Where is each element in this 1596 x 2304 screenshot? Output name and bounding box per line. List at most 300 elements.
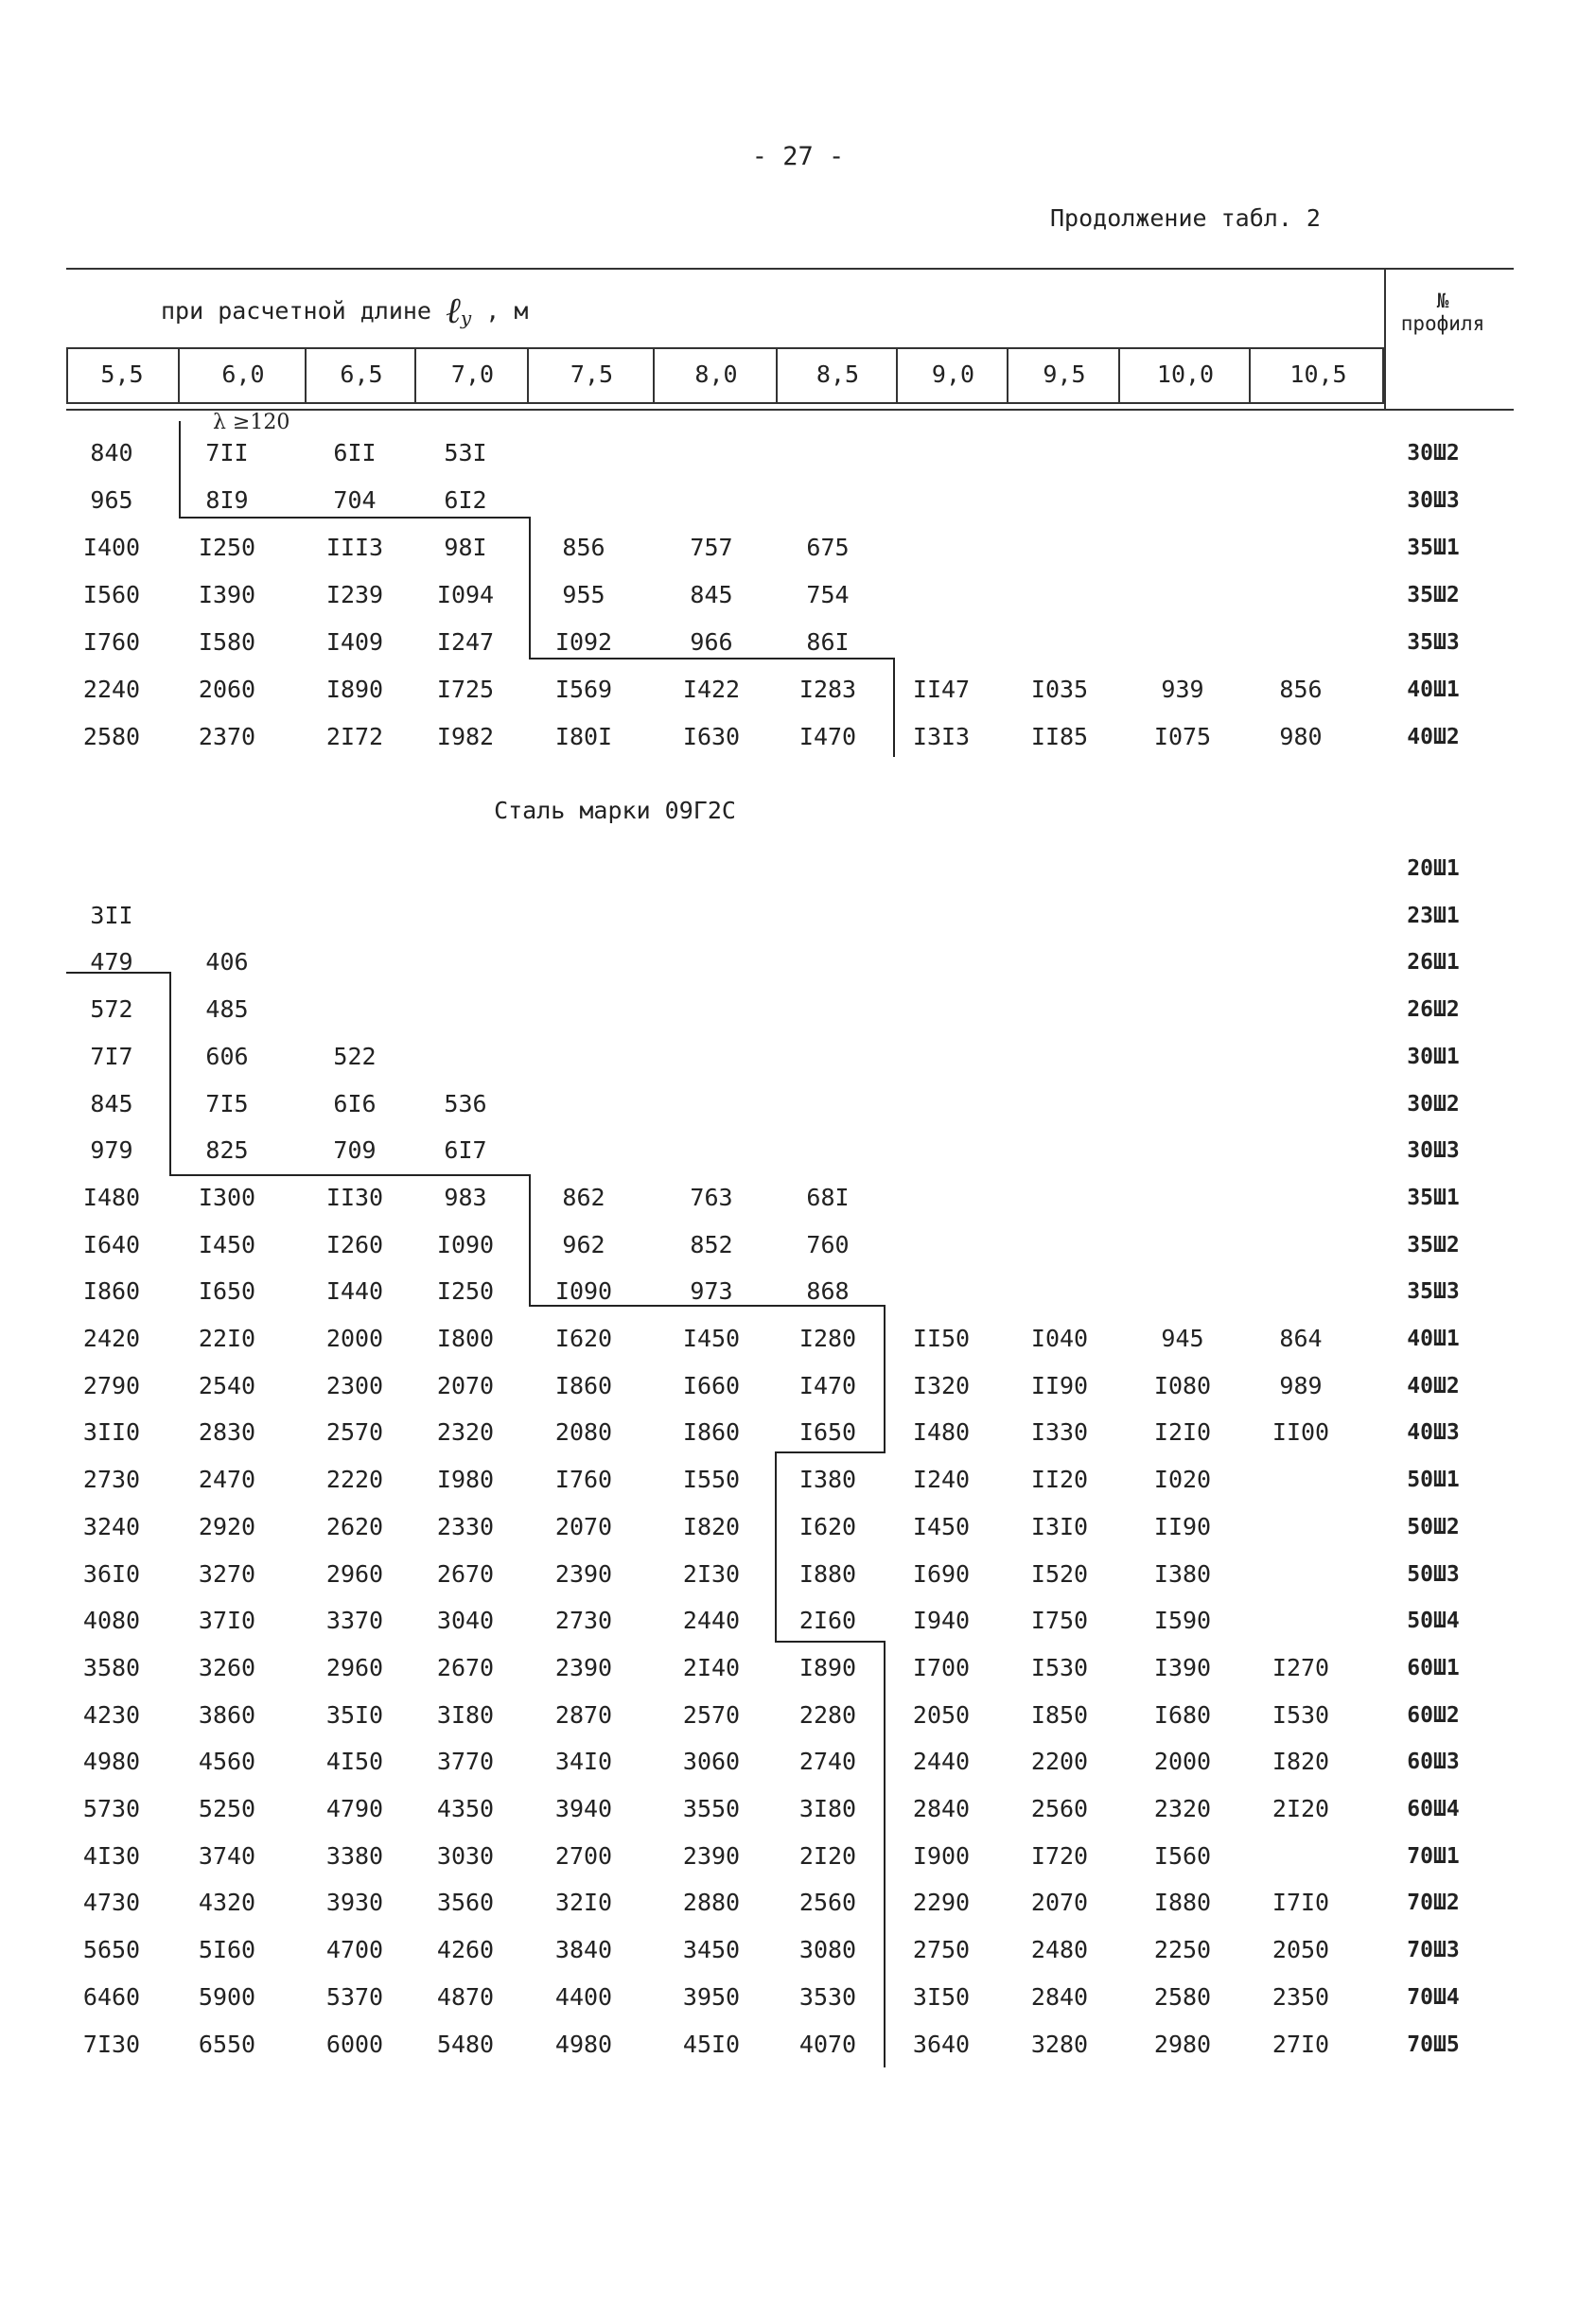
profile-header — [1391, 290, 1495, 335]
profile-cell: 30Ш1 — [1407, 1044, 1460, 1069]
table-cell: I250 — [198, 534, 256, 561]
table-cell: 2580 — [1153, 1982, 1212, 2011]
table-cell: 2390 — [554, 1653, 613, 1681]
table-cell: 989 — [1279, 1371, 1323, 1399]
table-cell: 845 — [90, 1089, 133, 1117]
profile-header-number-sign: № — [1436, 290, 1449, 312]
table-cell: 2420 — [82, 1325, 141, 1352]
profile-cell: 30Ш3 — [1407, 488, 1460, 513]
table-cell: 2250 — [1153, 1936, 1212, 1964]
table-cell: 2050 — [912, 1700, 971, 1729]
table-cell: 3530 — [798, 1982, 857, 2011]
table-cell: I880 — [798, 1559, 857, 1588]
length-cell: 10,5 — [1249, 347, 1386, 404]
profile-cell: 20Ш1 — [1407, 856, 1460, 881]
table-cell: 2740 — [798, 1748, 857, 1776]
table-cell: 2560 — [798, 1889, 857, 1917]
profile-cell: 30Ш2 — [1407, 1091, 1460, 1117]
table-cell: I700 — [912, 1653, 971, 1681]
table-cell: 68I — [806, 1183, 850, 1211]
table-cell: 2870 — [554, 1700, 613, 1729]
table-cell: II00 — [1272, 1418, 1330, 1447]
table-cell: 4320 — [198, 1889, 256, 1917]
profile-cell: 50Ш3 — [1407, 1561, 1460, 1587]
table-cell: 2440 — [682, 1607, 741, 1635]
calc-length-label — [161, 286, 528, 329]
table-cell: 2000 — [325, 1325, 384, 1352]
header-top-rule — [66, 268, 1514, 270]
table-cell: 983 — [444, 1183, 487, 1211]
table-cell: II90 — [1030, 1371, 1089, 1399]
table-cell: I590 — [1153, 1607, 1212, 1635]
table-cell: 32I0 — [554, 1889, 613, 1917]
profile-cell: 70Ш2 — [1407, 1891, 1460, 1916]
table-cell: 2I60 — [798, 1607, 857, 1635]
table-cell: 2560 — [1030, 1795, 1089, 1822]
table-cell: 3I80 — [798, 1795, 857, 1822]
table-cell: 2620 — [325, 1512, 384, 1540]
table-cell: 845 — [690, 581, 733, 608]
table-cell: 2960 — [325, 1559, 384, 1588]
table-cell: 2980 — [1153, 2030, 1212, 2058]
profile-cell: 35Ш3 — [1407, 1279, 1460, 1305]
table-cell: 945 — [1161, 1325, 1204, 1352]
table-cell: 709 — [333, 1136, 377, 1165]
length-cell: 7,5 — [527, 347, 655, 404]
table-cell: I760 — [82, 628, 141, 656]
table-cell: I530 — [1272, 1700, 1330, 1729]
table-cell: I890 — [325, 676, 384, 703]
table-cell: 868 — [806, 1277, 850, 1306]
table-cell: 606 — [205, 1042, 249, 1070]
table-cell: I980 — [436, 1466, 495, 1494]
table-cell: 2570 — [325, 1418, 384, 1447]
table-cell: III3 — [325, 534, 384, 561]
table-cell: 966 — [690, 628, 733, 656]
table-cell: 4700 — [325, 1936, 384, 1964]
table-cell: 852 — [690, 1230, 733, 1258]
table-cell: I240 — [912, 1466, 971, 1494]
table-cell: 675 — [806, 534, 850, 561]
table-cell: I820 — [682, 1512, 741, 1540]
table-cell: 5480 — [436, 2030, 495, 2058]
table-cell: 3550 — [682, 1795, 741, 1822]
length-cell: 5,5 — [100, 361, 144, 388]
table-cell: 2070 — [554, 1512, 613, 1540]
table-cell: II90 — [1153, 1512, 1212, 1540]
table-cell: 6460 — [82, 1982, 141, 2011]
table-cell: 2I20 — [1272, 1795, 1330, 1822]
profile-cell: 35Ш1 — [1407, 536, 1460, 560]
profile-cell: 40Ш2 — [1407, 725, 1460, 749]
table-cell: 3580 — [82, 1653, 141, 1681]
profile-cell: 30Ш2 — [1407, 441, 1460, 466]
profile-cell: 60Ш4 — [1407, 1797, 1460, 1821]
table-cell: I890 — [798, 1653, 857, 1681]
profile-cell: 40Ш2 — [1407, 1373, 1460, 1398]
table-cell: I650 — [798, 1418, 857, 1447]
table-cell: I450 — [198, 1230, 256, 1258]
table-cell: 2580 — [82, 723, 141, 750]
table-cell: I2I0 — [1153, 1418, 1212, 1447]
profile-cell: 23Ш1 — [1407, 903, 1460, 928]
table-cell: I380 — [798, 1466, 857, 1494]
profile-cell: 50Ш2 — [1407, 1514, 1460, 1539]
table-cell: I400 — [82, 534, 141, 561]
profile-cell: 50Ш1 — [1407, 1468, 1460, 1493]
profile-cell: 35Ш2 — [1407, 583, 1460, 607]
profile-cell: 40Ш1 — [1407, 1327, 1460, 1351]
table-cell: I090 — [436, 1230, 495, 1258]
page-number: - 27 - — [751, 142, 845, 171]
table-cell: 3040 — [436, 1607, 495, 1635]
table-cell: I035 — [1030, 676, 1089, 703]
profile-cell: 40Ш3 — [1407, 1420, 1460, 1446]
profile-cell: 60Ш1 — [1407, 1655, 1460, 1680]
table-cell: 8I9 — [205, 486, 249, 514]
table-cell: 3740 — [198, 1841, 256, 1870]
table-cell: 86I — [806, 628, 850, 656]
table-cell: 2000 — [1153, 1748, 1212, 1776]
profile-cell: 70Ш4 — [1407, 1984, 1460, 2010]
profile-header-label: профиля — [1400, 312, 1485, 335]
table-cell: 3II0 — [82, 1418, 141, 1447]
table-cell: I422 — [682, 676, 741, 703]
table-cell: I3I3 — [912, 723, 971, 750]
table-cell: I7I0 — [1272, 1889, 1330, 1917]
table-cell: 864 — [1279, 1325, 1323, 1352]
table-cell: 840 — [90, 439, 133, 466]
table-cell: I270 — [1272, 1653, 1330, 1681]
table-cell: 2750 — [912, 1936, 971, 1964]
table-cell: 2I30 — [682, 1559, 741, 1588]
table-cell: 35I0 — [325, 1700, 384, 1729]
length-cell: 8,0 — [653, 347, 778, 404]
table-cell: I247 — [436, 628, 495, 656]
table-cell: 4350 — [436, 1795, 495, 1822]
table-cell: 3I80 — [436, 1700, 495, 1729]
table-cell: 485 — [205, 995, 249, 1024]
table-cell: 2060 — [198, 676, 256, 703]
table-cell: 7I5 — [205, 1089, 249, 1117]
table-cell: I450 — [912, 1512, 971, 1540]
table-cell: I390 — [1153, 1653, 1212, 1681]
table-cell: 34I0 — [554, 1748, 613, 1776]
table-cell: 3770 — [436, 1748, 495, 1776]
profile-cell: 60Ш3 — [1407, 1750, 1460, 1775]
table-cell: 53I — [444, 439, 487, 466]
table-cell: 6II — [333, 439, 377, 466]
profile-cell: 35Ш1 — [1407, 1185, 1460, 1210]
table-cell: I860 — [554, 1371, 613, 1399]
table-cell: 979 — [90, 1136, 133, 1165]
table-cell: I520 — [1030, 1559, 1089, 1588]
table-cell: I850 — [1030, 1700, 1089, 1729]
table-cell: II30 — [325, 1183, 384, 1211]
table-cell: 2670 — [436, 1653, 495, 1681]
table-cell: 4560 — [198, 1748, 256, 1776]
table-cell: I650 — [198, 1277, 256, 1306]
profile-cell: 50Ш4 — [1407, 1609, 1460, 1634]
table-cell: I239 — [325, 581, 384, 608]
table-cell: 2240 — [82, 676, 141, 703]
table-cell: 3860 — [198, 1700, 256, 1729]
table-cell: I680 — [1153, 1700, 1212, 1729]
table-cell: I090 — [554, 1277, 613, 1306]
table-cell: II50 — [912, 1325, 971, 1352]
table-cell: 965 — [90, 486, 133, 514]
table-cell: I620 — [798, 1512, 857, 1540]
lambda-label: λ ≥120 — [213, 411, 290, 434]
table-cell: 2480 — [1030, 1936, 1089, 1964]
table-cell: 3240 — [82, 1512, 141, 1540]
table-cell: 757 — [690, 534, 733, 561]
table-cell: 522 — [333, 1042, 377, 1070]
table-cell: 3280 — [1030, 2030, 1089, 2058]
length-cell: 9,5 — [1007, 347, 1120, 404]
table-cell: 3640 — [912, 2030, 971, 2058]
table-cell: 2I72 — [325, 723, 384, 750]
table-cell: 406 — [205, 948, 249, 976]
table-cell: I080 — [1153, 1371, 1212, 1399]
table-cell: 3270 — [198, 1559, 256, 1588]
table-cell: 3930 — [325, 1889, 384, 1917]
continuation-label: Продолжение табл. 2 — [1050, 204, 1321, 232]
table-cell: I450 — [682, 1325, 741, 1352]
table-cell: I470 — [798, 723, 857, 750]
length-cell: 6,5 — [305, 347, 416, 404]
table-cell: 2320 — [436, 1418, 495, 1447]
table-cell: I640 — [82, 1230, 141, 1258]
table-cell: I660 — [682, 1371, 741, 1399]
table-cell: 856 — [1279, 676, 1323, 703]
table-cell: I470 — [798, 1371, 857, 1399]
table-cell: I550 — [682, 1466, 741, 1494]
table-cell: 2880 — [682, 1889, 741, 1917]
table-cell: I092 — [554, 628, 613, 656]
table-cell: 3450 — [682, 1936, 741, 1964]
table-cell: II85 — [1030, 723, 1089, 750]
table-cell: I320 — [912, 1371, 971, 1399]
table-cell: I330 — [1030, 1418, 1089, 1447]
table-cell: I860 — [82, 1277, 141, 1306]
table-cell: 2670 — [436, 1559, 495, 1588]
table-cell: I283 — [798, 676, 857, 703]
table-cell: I982 — [436, 723, 495, 750]
table-cell: 3I50 — [912, 1982, 971, 2011]
table-cell: 6I6 — [333, 1089, 377, 1117]
table-cell: I250 — [436, 1277, 495, 1306]
table-cell: 760 — [806, 1230, 850, 1258]
table-cell: 3370 — [325, 1607, 384, 1635]
table-cell: 4I30 — [82, 1841, 141, 1870]
table-cell: 98I — [444, 534, 487, 561]
table-cell: I409 — [325, 628, 384, 656]
profile-cell: 70Ш5 — [1407, 2031, 1460, 2057]
table-cell: 2830 — [198, 1418, 256, 1447]
profile-cell: 70Ш1 — [1407, 1843, 1460, 1869]
table-cell: I900 — [912, 1841, 971, 1870]
length-cell: 9,0 — [896, 347, 1008, 404]
table-cell: 2390 — [554, 1559, 613, 1588]
table-cell: I300 — [198, 1183, 256, 1211]
table-cell: 2I40 — [682, 1653, 741, 1681]
table-cell: 980 — [1279, 723, 1323, 750]
length-cell: 10,0 — [1118, 347, 1251, 404]
table-cell: I80I — [554, 723, 613, 750]
table-cell: 36I0 — [82, 1559, 141, 1588]
table-cell: I630 — [682, 723, 741, 750]
table-cell: 27I0 — [1272, 2030, 1330, 2058]
table-cell: 2350 — [1272, 1982, 1330, 2011]
table-cell: I940 — [912, 1607, 971, 1635]
table-cell: 825 — [205, 1136, 249, 1165]
table-cell: 6I2 — [444, 486, 487, 514]
table-cell: 3II — [90, 901, 133, 929]
table-cell: I720 — [1030, 1841, 1089, 1870]
table-cell: 572 — [90, 995, 133, 1024]
length-cell: 7,0 — [414, 347, 529, 404]
table-cell: 862 — [562, 1183, 605, 1211]
profile-cell: 26Ш1 — [1407, 950, 1460, 976]
table-cell: 7II — [205, 439, 249, 466]
table-cell: 4980 — [82, 1748, 141, 1776]
table-cell: I725 — [436, 676, 495, 703]
calc-symbol: ℓ — [446, 290, 461, 331]
table-cell: 704 — [333, 486, 377, 514]
table-cell: I760 — [554, 1466, 613, 1494]
table-cell: 536 — [444, 1089, 487, 1117]
table-cell: I580 — [198, 628, 256, 656]
table-cell: 2370 — [198, 723, 256, 750]
table-cell: 939 — [1161, 676, 1204, 703]
table-cell: 973 — [690, 1277, 733, 1306]
table-cell: 37I0 — [198, 1607, 256, 1635]
profile-cell: 35Ш2 — [1407, 1232, 1460, 1258]
table-cell: 2540 — [198, 1371, 256, 1399]
table-cell: I380 — [1153, 1559, 1212, 1588]
profile-cell: 40Ш1 — [1407, 677, 1460, 702]
table-cell: 5900 — [198, 1982, 256, 2011]
table-cell: 3260 — [198, 1653, 256, 1681]
table-cell: 4I50 — [325, 1748, 384, 1776]
table-cell: 2330 — [436, 1512, 495, 1540]
table-cell: 7I30 — [82, 2030, 141, 2058]
table-cell: 2570 — [682, 1700, 741, 1729]
table-cell: II47 — [912, 676, 971, 703]
table-cell: I020 — [1153, 1466, 1212, 1494]
table-cell: I620 — [554, 1325, 613, 1352]
table-cell: 2280 — [798, 1700, 857, 1729]
table-cell: I820 — [1272, 1748, 1330, 1776]
table-cell: 3380 — [325, 1841, 384, 1870]
table-cell: 955 — [562, 581, 605, 608]
table-cell: 4400 — [554, 1982, 613, 2011]
profile-cell: 70Ш3 — [1407, 1938, 1460, 1963]
table-cell: 856 — [562, 534, 605, 561]
table-cell: 2290 — [912, 1889, 971, 1917]
table-cell: 5650 — [82, 1936, 141, 1964]
table-cell: 4790 — [325, 1795, 384, 1822]
table-cell: I390 — [198, 581, 256, 608]
section-title: Сталь марки 09Г2С — [494, 797, 736, 824]
table-cell: I569 — [554, 676, 613, 703]
table-cell: I480 — [912, 1418, 971, 1447]
length-cell: 6,0 — [178, 347, 307, 404]
table-cell: I880 — [1153, 1889, 1212, 1917]
table-cell: 763 — [690, 1183, 733, 1211]
table-cell: 3560 — [436, 1889, 495, 1917]
table-cell: 2070 — [436, 1371, 495, 1399]
table-cell: 2050 — [1272, 1936, 1330, 1964]
calc-unit: , м — [485, 297, 529, 325]
profile-cell: 35Ш3 — [1407, 630, 1460, 655]
table-cell: II20 — [1030, 1466, 1089, 1494]
table-cell: 6I7 — [444, 1136, 487, 1165]
table-cell: 4080 — [82, 1607, 141, 1635]
table-cell: 2300 — [325, 1371, 384, 1399]
table-cell: I560 — [1153, 1841, 1212, 1870]
table-cell: 5I60 — [198, 1936, 256, 1964]
table-cell: 2470 — [198, 1466, 256, 1494]
table-cell: 2960 — [325, 1653, 384, 1681]
table-cell: I075 — [1153, 723, 1212, 750]
table-cell: 2920 — [198, 1512, 256, 1540]
calc-subscript: y — [460, 307, 472, 329]
table-cell: 2220 — [325, 1466, 384, 1494]
profile-cell: 26Ш2 — [1407, 997, 1460, 1023]
table-cell: 6550 — [198, 2030, 256, 2058]
table-cell: 7I7 — [90, 1042, 133, 1070]
table-cell: 2I20 — [798, 1841, 857, 1870]
table-cell: 3950 — [682, 1982, 741, 2011]
table-cell: 4730 — [82, 1889, 141, 1917]
profile-cell: 30Ш3 — [1407, 1138, 1460, 1164]
table-cell: 3030 — [436, 1841, 495, 1870]
table-cell: 2320 — [1153, 1795, 1212, 1822]
table-cell: I750 — [1030, 1607, 1089, 1635]
table-cell: 4070 — [798, 2030, 857, 2058]
table-cell: 2730 — [82, 1466, 141, 1494]
table-cell: I560 — [82, 581, 141, 608]
table-cell: I800 — [436, 1325, 495, 1352]
table-cell: I530 — [1030, 1653, 1089, 1681]
table-cell: 5250 — [198, 1795, 256, 1822]
table-cell: 4870 — [436, 1982, 495, 2011]
table-cell: I3I0 — [1030, 1512, 1089, 1540]
table-cell: I480 — [82, 1183, 141, 1211]
table-cell: 3840 — [554, 1936, 613, 1964]
table-cell: 2080 — [554, 1418, 613, 1447]
profile-cell: 60Ш2 — [1407, 1702, 1460, 1728]
table-cell: 5370 — [325, 1982, 384, 2011]
table-cell: 3940 — [554, 1795, 613, 1822]
table-cell: 3060 — [682, 1748, 741, 1776]
table-cell: 2840 — [912, 1795, 971, 1822]
table-cell: 2730 — [554, 1607, 613, 1635]
calc-text: при расчетной длине — [161, 297, 431, 325]
table-cell: 2790 — [82, 1371, 141, 1399]
table-cell: 962 — [562, 1230, 605, 1258]
table-cell: I094 — [436, 581, 495, 608]
table-cell: 2440 — [912, 1748, 971, 1776]
table-cell: 2840 — [1030, 1982, 1089, 2011]
table-cell: 22I0 — [198, 1325, 256, 1352]
table-cell: I040 — [1030, 1325, 1089, 1352]
table-cell: I690 — [912, 1559, 971, 1588]
table-cell: I280 — [798, 1325, 857, 1352]
table-cell: 4230 — [82, 1700, 141, 1729]
